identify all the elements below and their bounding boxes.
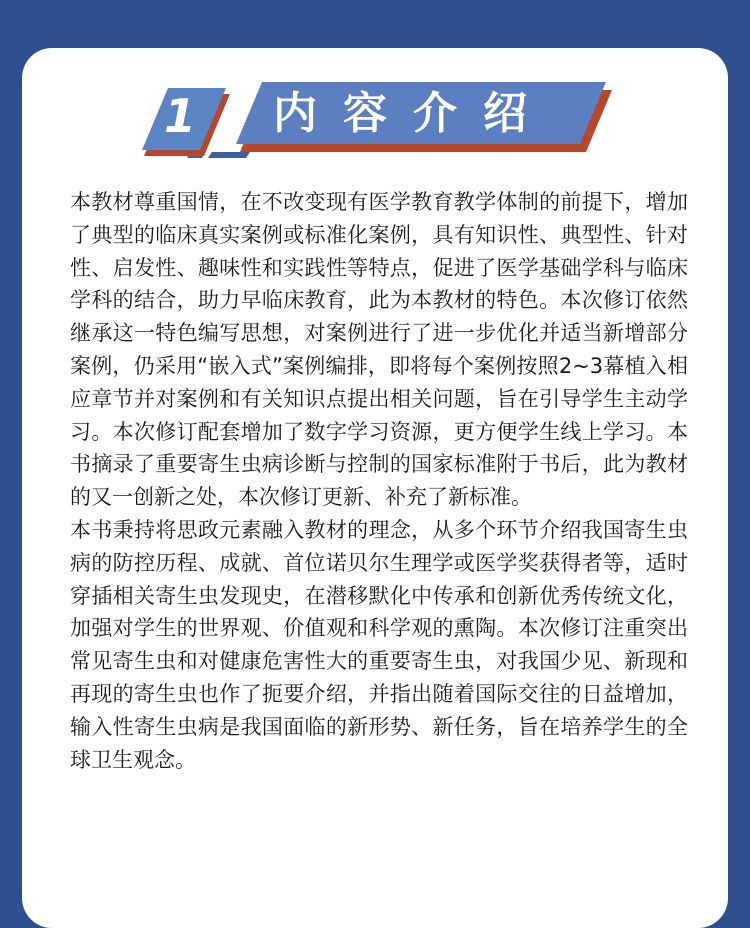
intro-text — [70, 186, 688, 776]
paragraph: 本书秉持将思政元素融入教材的理念，从多个环节介绍我国寄生虫病的防控历程、成就、首位诺贝尔生理学或医学奖获得者等，适时穿插相关寄生虫发现史，在潜移默化中传承和创新优秀传统文化，加强对学生的世界观、价值观和科学观的熏陶。本次修订注重突出常见寄生虫和对健康危害性大的重要寄生虫，对我国少见、新现和再现的寄生虫也作了扼要介绍，并指出随着国际交往的日益增加，输入性寄生虫病是我国面临的新形势、新任务，旨在培养学生的全球卫生观念。 — [70, 517, 688, 772]
banner-accent-line — [208, 152, 250, 158]
section-title: 内容介绍 — [273, 88, 553, 139]
section-number: 1 — [163, 89, 196, 143]
paragraph: 本教材尊重国情，在不改变现有医学教育教学体制的前提下，增加了典型的临床真实案例或标准化案例，具有知识性、典型性、针对性、启发性、趣味性和实践性等特点，促进了医学基础学科与临床学科的结合，助力早临床教育，此为本教材的特色。本次修订依然继承这一特色编写思想，对案例进行了进一步优化并适当新增部分案例，仍采用“嵌入式”案例编排，即将每个案例按照2~3幕植入相应章节并对案例和有关知识点提出相关问题，旨在引导学生主动学习。本次修订配套增加了数字学习资源，更方便学生线上学习。本书摘录了重要寄生虫病诊断与控制的国家标准附于书后，此为教材的又一创新之处，本次修订更新、补充了新标准。 — [70, 190, 688, 510]
